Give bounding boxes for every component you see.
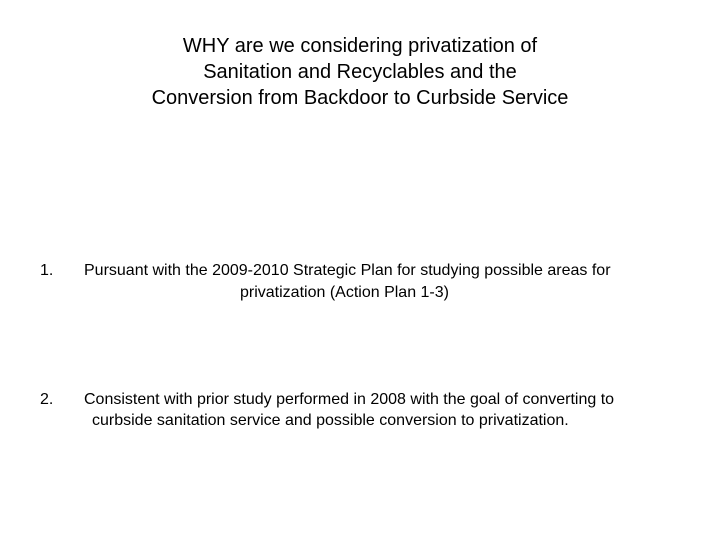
title-line: WHY are we considering privatization of <box>182 35 538 57</box>
list-item-text-line: Pursuant with the 2009-2010 Strategic Plan for studying possible areas for <box>84 262 611 279</box>
slide-title <box>60 33 660 111</box>
list-item-text-line: Consistent with prior study performed in 2008 with the goal of converting to <box>84 391 615 408</box>
title-line: Conversion from Backdoor to Curbside Service <box>151 87 569 109</box>
title-line: Sanitation and Recyclables and the <box>203 61 517 83</box>
list-item-text-line: privatization (Action Plan 1-3) <box>240 284 449 301</box>
list-item-text-line: curbside sanitation service and possible conversion to privatization. <box>92 412 569 429</box>
list-item-2 <box>0 389 720 439</box>
list-item-1 <box>0 260 720 310</box>
list-item-number: 2. <box>40 391 54 408</box>
list-item-number: 1. <box>40 262 54 279</box>
